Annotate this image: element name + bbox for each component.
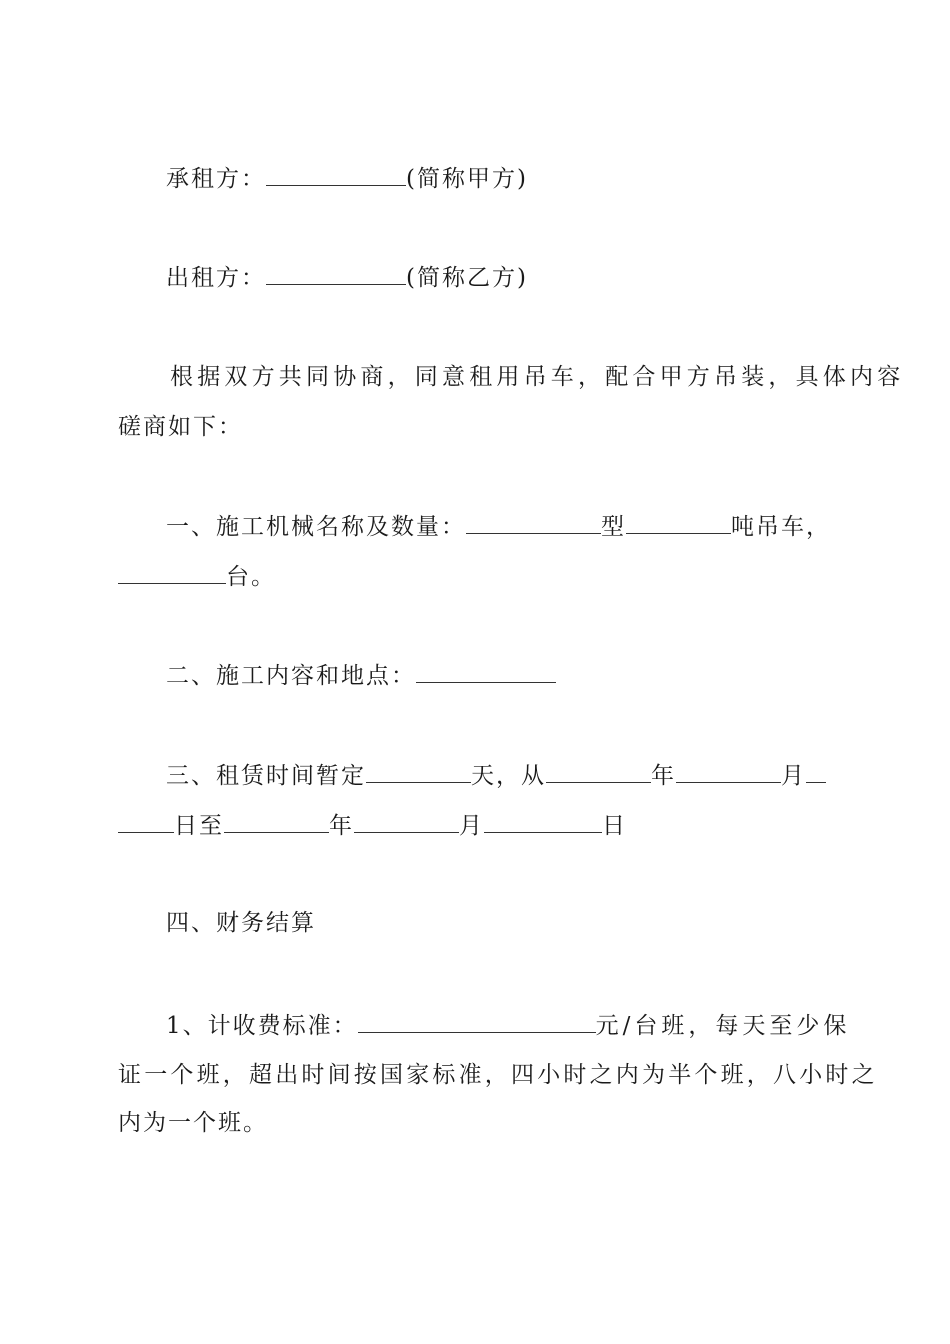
end-month-blank [354,810,459,833]
start-day-blank-b [118,810,174,833]
item3-line-1 [166,760,826,791]
item3-month2: 月 [459,813,484,839]
item1-type-text: 型 [601,514,626,540]
fee-line-3: 内为一个班。 [118,1110,268,1136]
location-blank [416,660,556,683]
item1-count-text: 台。 [226,564,276,590]
lessor-blank [266,262,406,285]
lessee-blank [266,163,406,186]
item4-heading: 四、财务结算 [166,910,316,936]
start-day-blank-a [806,760,826,783]
item3-month: 月 [781,763,806,789]
intro-line-1: 根据双方共同协商，同意租用吊车，配合甲方吊装，具体内容 [170,364,905,390]
lessee-line [166,163,528,194]
item3-day-to: 日至 [174,813,224,839]
lessee-label: 承租方： [166,166,266,192]
intro-line-2: 磋商如下： [118,414,243,440]
fee-line-2: 证一个班，超出时间按国家标准，四小时之内为半个班，八小时之 [118,1062,878,1088]
item1-line-2 [118,561,276,592]
tonnage-blank [626,511,731,534]
start-year-blank [546,760,651,783]
item3-year2: 年 [329,813,354,839]
item2-line [166,660,556,691]
item1-crane-text: 吨吊车， [731,514,831,540]
item1-line-1 [166,511,831,542]
fee-blank [358,1010,596,1033]
lessee-suffix: (简称甲方) [406,166,528,192]
item3-line-2 [118,810,627,841]
days-blank [366,760,471,783]
item2-label: 二、施工内容和地点： [166,663,416,689]
end-year-blank [224,810,329,833]
fee-unit: 元/台班，每天至少保 [595,1013,851,1039]
lessor-suffix: (简称乙方) [406,265,528,291]
lessor-label: 出租方： [166,265,266,291]
lessor-line [166,262,528,293]
model-blank [466,511,601,534]
item1-label: 一、施工机械名称及数量： [166,514,466,540]
count-blank [118,561,226,584]
fee-line-1 [166,1010,850,1041]
item3-year: 年 [651,763,676,789]
item3-label: 三、租赁时间暂定 [166,763,366,789]
item3-days: 天，从 [471,763,546,789]
end-day-blank [484,810,602,833]
item3-day-end: 日 [602,813,627,839]
fee-label: 1、计收费标准： [166,1013,358,1039]
start-month-blank [676,760,781,783]
